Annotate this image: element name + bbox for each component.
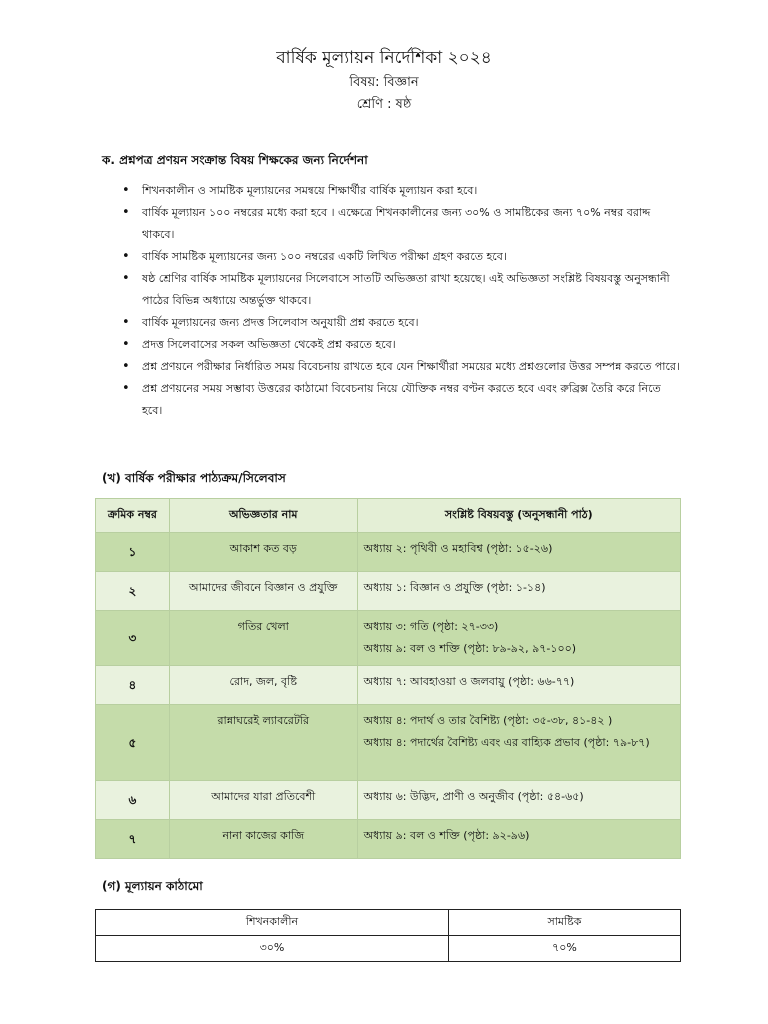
instructions-list: [120, 180, 680, 422]
table-row: [96, 820, 681, 859]
experience-cell: আকাশ কত বড়: [169, 533, 357, 572]
table-row: [96, 666, 681, 705]
summative-header: সামষ্টিক: [448, 910, 680, 936]
formative-header: শিখনকালীন: [96, 910, 449, 936]
section-b-heading: (খ) বার্ষিক পরীক্ষার পাঠ্যক্রম/সিলেবাস: [102, 471, 286, 485]
content-line: অধ্যায় ৬: উদ্ভিদ, প্রাণী ও অনুজীব (পৃষ্ঠা: ৫৪-৬৫): [363, 790, 584, 803]
content-line: অধ্যায় ৪: পদার্থের বৈশিষ্ট্য এবং এর বাহ্যিক প্রভাব (পৃষ্ঠা: ৭৯-৮৭): [363, 736, 650, 749]
summative-value: ৭০%: [448, 936, 680, 962]
content-cell: [357, 820, 680, 859]
experience-cell: আমাদের জীবনে বিজ্ঞান ও প্রযুক্তি: [169, 572, 357, 611]
experience-cell: নানা কাজের কাজি: [169, 820, 357, 859]
subject-line: বিষয়: বিজ্ঞান: [349, 75, 419, 90]
content-cell: [357, 705, 680, 781]
serial-cell: ৫: [96, 705, 170, 781]
class-line: শ্রেণি : ষষ্ঠ: [356, 97, 412, 112]
experience-cell: রোদ, জল, বৃষ্টি: [169, 666, 357, 705]
serial-cell: ৭: [96, 820, 170, 859]
content-cell: [357, 611, 680, 666]
framework-value-row: [96, 936, 681, 962]
assessment-framework-table: [95, 909, 681, 962]
table-row: [96, 781, 681, 820]
instruction-item: • বার্ষিক সামষ্টিক মূল্যায়নের জন্য ১০০ নম্বরের একটি লিখিত পরীক্ষা গ্রহণ করতে হবে।: [120, 246, 680, 268]
table-row: [96, 572, 681, 611]
instruction-item: • শিখনকালীন ও সামষ্টিক মূল্যায়নের সমন্বয়ে শিক্ষার্থীর বার্ষিক মূল্যায়ন করা হবে।: [120, 180, 680, 202]
document-title: বার্ষিক মূল্যায়ন নির্দেশিকা ২০২৪: [276, 48, 492, 68]
framework-header-row: [96, 910, 681, 936]
serial-cell: ১: [96, 533, 170, 572]
content-cell: [357, 533, 680, 572]
content-line: অধ্যায় ৩: গতি (পৃষ্ঠা: ২৭-৩৩): [363, 620, 499, 633]
experience-cell: আমাদের যারা প্রতিবেশী: [169, 781, 357, 820]
section-c-heading: (গ) মূল্যায়ন কাঠামো: [102, 879, 203, 893]
content-line: অধ্যায় ৯: বল ও শক্তি (পৃষ্ঠা: ৮৯-৯২, ৯৭-১০০): [363, 642, 577, 655]
column-header-serial: ক্রমিক নম্বর: [96, 499, 170, 533]
content-line: অধ্যায় ৯: বল ও শক্তি (পৃষ্ঠা: ৯২-৯৬): [363, 829, 530, 842]
content-cell: [357, 781, 680, 820]
content-line: অধ্যায় ৭: আবহাওয়া ও জলবায়ু (পৃষ্ঠা: ৬৬-৭৭): [363, 675, 575, 688]
instruction-item: • বার্ষিক মূল্যায়নের জন্য প্রদত্ত সিলেবাস অনুযায়ী প্রশ্ন করতে হবে।: [120, 312, 680, 334]
section-a-heading: ক. প্রশ্নপত্র প্রণয়ন সংক্রান্ত বিষয় শিক্ষকের জন্য নির্দেশনা: [102, 153, 368, 167]
content-line: অধ্যায় ১: বিজ্ঞান ও প্রযুক্তি (পৃষ্ঠা: ১-১৪): [363, 581, 546, 594]
content-cell: [357, 572, 680, 611]
instruction-item: • বার্ষিক মূল্যায়ন ১০০ নম্বরের মধ্যে করা হবে । এক্ষেত্রে শিখনকালীনের জন্য ৩০% ও সামষ্টিকের জন্য ৭০% নম্বর বরাদ্দ থাকবে।: [120, 202, 680, 246]
syllabus-header-row: [96, 499, 681, 533]
instruction-item: • ষষ্ঠ শ্রেণির বার্ষিক সামষ্টিক মূল্যায়নের সিলেবাসে সাতটি অভিজ্ঞতা রাখা হয়েছে। এই অভিজ্ঞতা সংশ্লিষ্ট বিষয়বস্তু অনুসন্ধানী পাঠের বিভিন্ন অধ্যায়ে অন্তর্ভুক্ত থাকবে।: [120, 268, 680, 312]
instruction-item: • প্রশ্ন প্রণয়নের সময় সম্ভাব্য উত্তরের কাঠামো বিবেচনায় নিয়ে যৌক্তিক নম্বর বণ্টন করতে হবে এবং রুব্রিক্স তৈরি করে নিতে হবে।: [120, 378, 680, 422]
experience-cell: গতির খেলা: [169, 611, 357, 666]
content-line: অধ্যায় ২: পৃথিবী ও মহাবিশ্ব (পৃষ্ঠা: ১৫-২৬): [363, 542, 553, 555]
content-cell: [357, 666, 680, 705]
serial-cell: ৩: [96, 611, 170, 666]
column-header-experience: অভিজ্ঞতার নাম: [169, 499, 357, 533]
syllabus-table: [95, 498, 681, 859]
serial-cell: ৪: [96, 666, 170, 705]
column-header-content: সংশ্লিষ্ট বিষয়বস্তু (অনুসন্ধানী পাঠ): [357, 499, 680, 533]
instruction-item: • প্রশ্ন প্রণয়নে পরীক্ষার নির্ধারিত সময় বিবেচনায় রাখতে হবে যেন শিক্ষার্থীরা সময়ের মধ্যে প্রশ্নগুলোর উত্তর সম্পন্ন করতে পারে।: [120, 356, 680, 378]
table-row: [96, 611, 681, 666]
table-row: [96, 705, 681, 781]
table-row: [96, 533, 681, 572]
serial-cell: ৬: [96, 781, 170, 820]
document-header: [0, 44, 768, 116]
formative-value: ৩০%: [96, 936, 449, 962]
instruction-item: • প্রদত্ত সিলেবাসের সকল অভিজ্ঞতা থেকেই প্রশ্ন করতে হবে।: [120, 334, 680, 356]
serial-cell: ২: [96, 572, 170, 611]
content-line: অধ্যায় ৪: পদার্থ ও তার বৈশিষ্ট্য (পৃষ্ঠা: ৩৫-৩৮, ৪১-৪২ ): [363, 714, 613, 727]
experience-cell: রান্নাঘরেই ল্যাবরেটরি: [169, 705, 357, 781]
